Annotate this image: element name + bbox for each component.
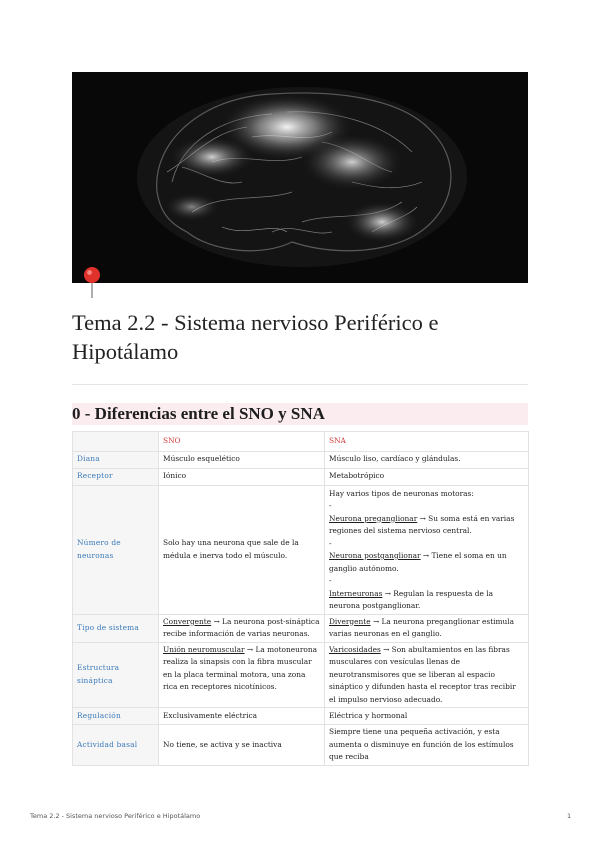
sna-cell: Músculo liso, cardíaco y glándulas. xyxy=(325,451,529,468)
term-desc: → Tiene el soma en un ganglio autónomo. xyxy=(329,551,507,573)
term: Neurona postganglionar xyxy=(329,551,421,560)
table-row xyxy=(73,614,529,642)
title-divider xyxy=(72,384,528,385)
list-dash: - xyxy=(329,538,332,548)
pushpin-icon xyxy=(82,266,102,300)
sno-cell: Músculo esquelético xyxy=(159,451,325,468)
header-cell-sno: SNO xyxy=(159,432,325,452)
row-label: Diana xyxy=(73,451,159,468)
table-row xyxy=(73,725,529,766)
list-dash: - xyxy=(329,501,332,510)
cover-image-brain xyxy=(72,72,528,283)
table-row xyxy=(73,451,529,468)
list-item xyxy=(329,513,524,538)
table-row xyxy=(73,485,529,614)
list-item xyxy=(329,550,524,575)
table-row xyxy=(73,468,529,485)
term-desc: → Su soma está en varias regiones del sistema nervioso central. xyxy=(329,513,515,535)
term: Convergente xyxy=(163,616,212,626)
row-label: Receptor xyxy=(73,468,159,485)
sno-cell: No tiene, se activa y se inactiva xyxy=(159,725,325,766)
sno-cell xyxy=(159,642,325,708)
sna-cell xyxy=(325,485,529,614)
sno-cell: Iónico xyxy=(159,468,325,485)
sno-cell: Exclusivamente eléctrica xyxy=(159,708,325,725)
row-label: Actividad basal xyxy=(73,725,159,766)
sna-cell xyxy=(325,642,529,708)
term-desc: → La neurona post-sináptica recibe información de varias neuronas. xyxy=(163,616,320,638)
row-label: Tipo de sistema xyxy=(73,614,159,642)
term: Neurona preganglionar xyxy=(329,513,418,523)
term-desc: → Son abultamientos en las fibras musculares con vesículas llenas de neurotransmisores que se liberan al espacio sináptico y difunden hasta el receptor tras recibir el impulso nervioso adecuado. xyxy=(329,644,516,704)
table-row xyxy=(73,642,529,708)
term: Unión neuromuscular xyxy=(163,644,245,654)
sna-cell: Metabotrópico xyxy=(325,468,529,485)
header-cell-empty xyxy=(73,432,159,452)
term: Interneuronas xyxy=(329,588,383,598)
sna-cell xyxy=(325,614,529,642)
sna-cell: Siempre tiene una pequeña activación, y esta aumenta o disminuye en función de los estímulos que reciba xyxy=(325,725,529,766)
sna-intro: Hay varios tipos de neuronas motoras: xyxy=(329,488,474,498)
sno-cell xyxy=(159,614,325,642)
row-label: Número de neuronas xyxy=(73,485,159,614)
table-row xyxy=(73,708,529,725)
term-desc: → La neurona preganglionar estimula varias neuronas en el ganglio. xyxy=(329,616,515,638)
sno-cell: Solo hay una neurona que sale de la médula e inerva todo el músculo. xyxy=(159,485,325,614)
term-desc: → La motoneurona realiza la sinapsis con la fibra muscular en la placa terminal motora, una zona rica en receptores nicotínicos. xyxy=(163,644,318,691)
header-cell-sna: SNA xyxy=(325,432,529,452)
list-item xyxy=(329,588,524,613)
list-dash: - xyxy=(329,576,332,585)
page-title: Tema 2.2 - Sistema nervioso Periférico e Hipotálamo xyxy=(72,310,439,364)
table-header-row xyxy=(73,432,529,452)
term-desc: → Regulan la respuesta de la neurona postganglionar. xyxy=(329,588,494,610)
term: Divergente xyxy=(329,616,371,626)
section-heading: 0 - Diferencias entre el SNO y SNA xyxy=(72,403,528,425)
comparison-table xyxy=(72,431,529,766)
term: Varicosidades xyxy=(329,644,381,654)
page-footer: Tema 2.2 - Sistema nervioso Periférico e Hipotálamo xyxy=(30,812,201,820)
row-label: Regulación xyxy=(73,708,159,725)
row-label: Estructura sináptica xyxy=(73,642,159,708)
sna-cell: Eléctrica y hormonal xyxy=(325,708,529,725)
page-number: 1 xyxy=(567,812,572,820)
